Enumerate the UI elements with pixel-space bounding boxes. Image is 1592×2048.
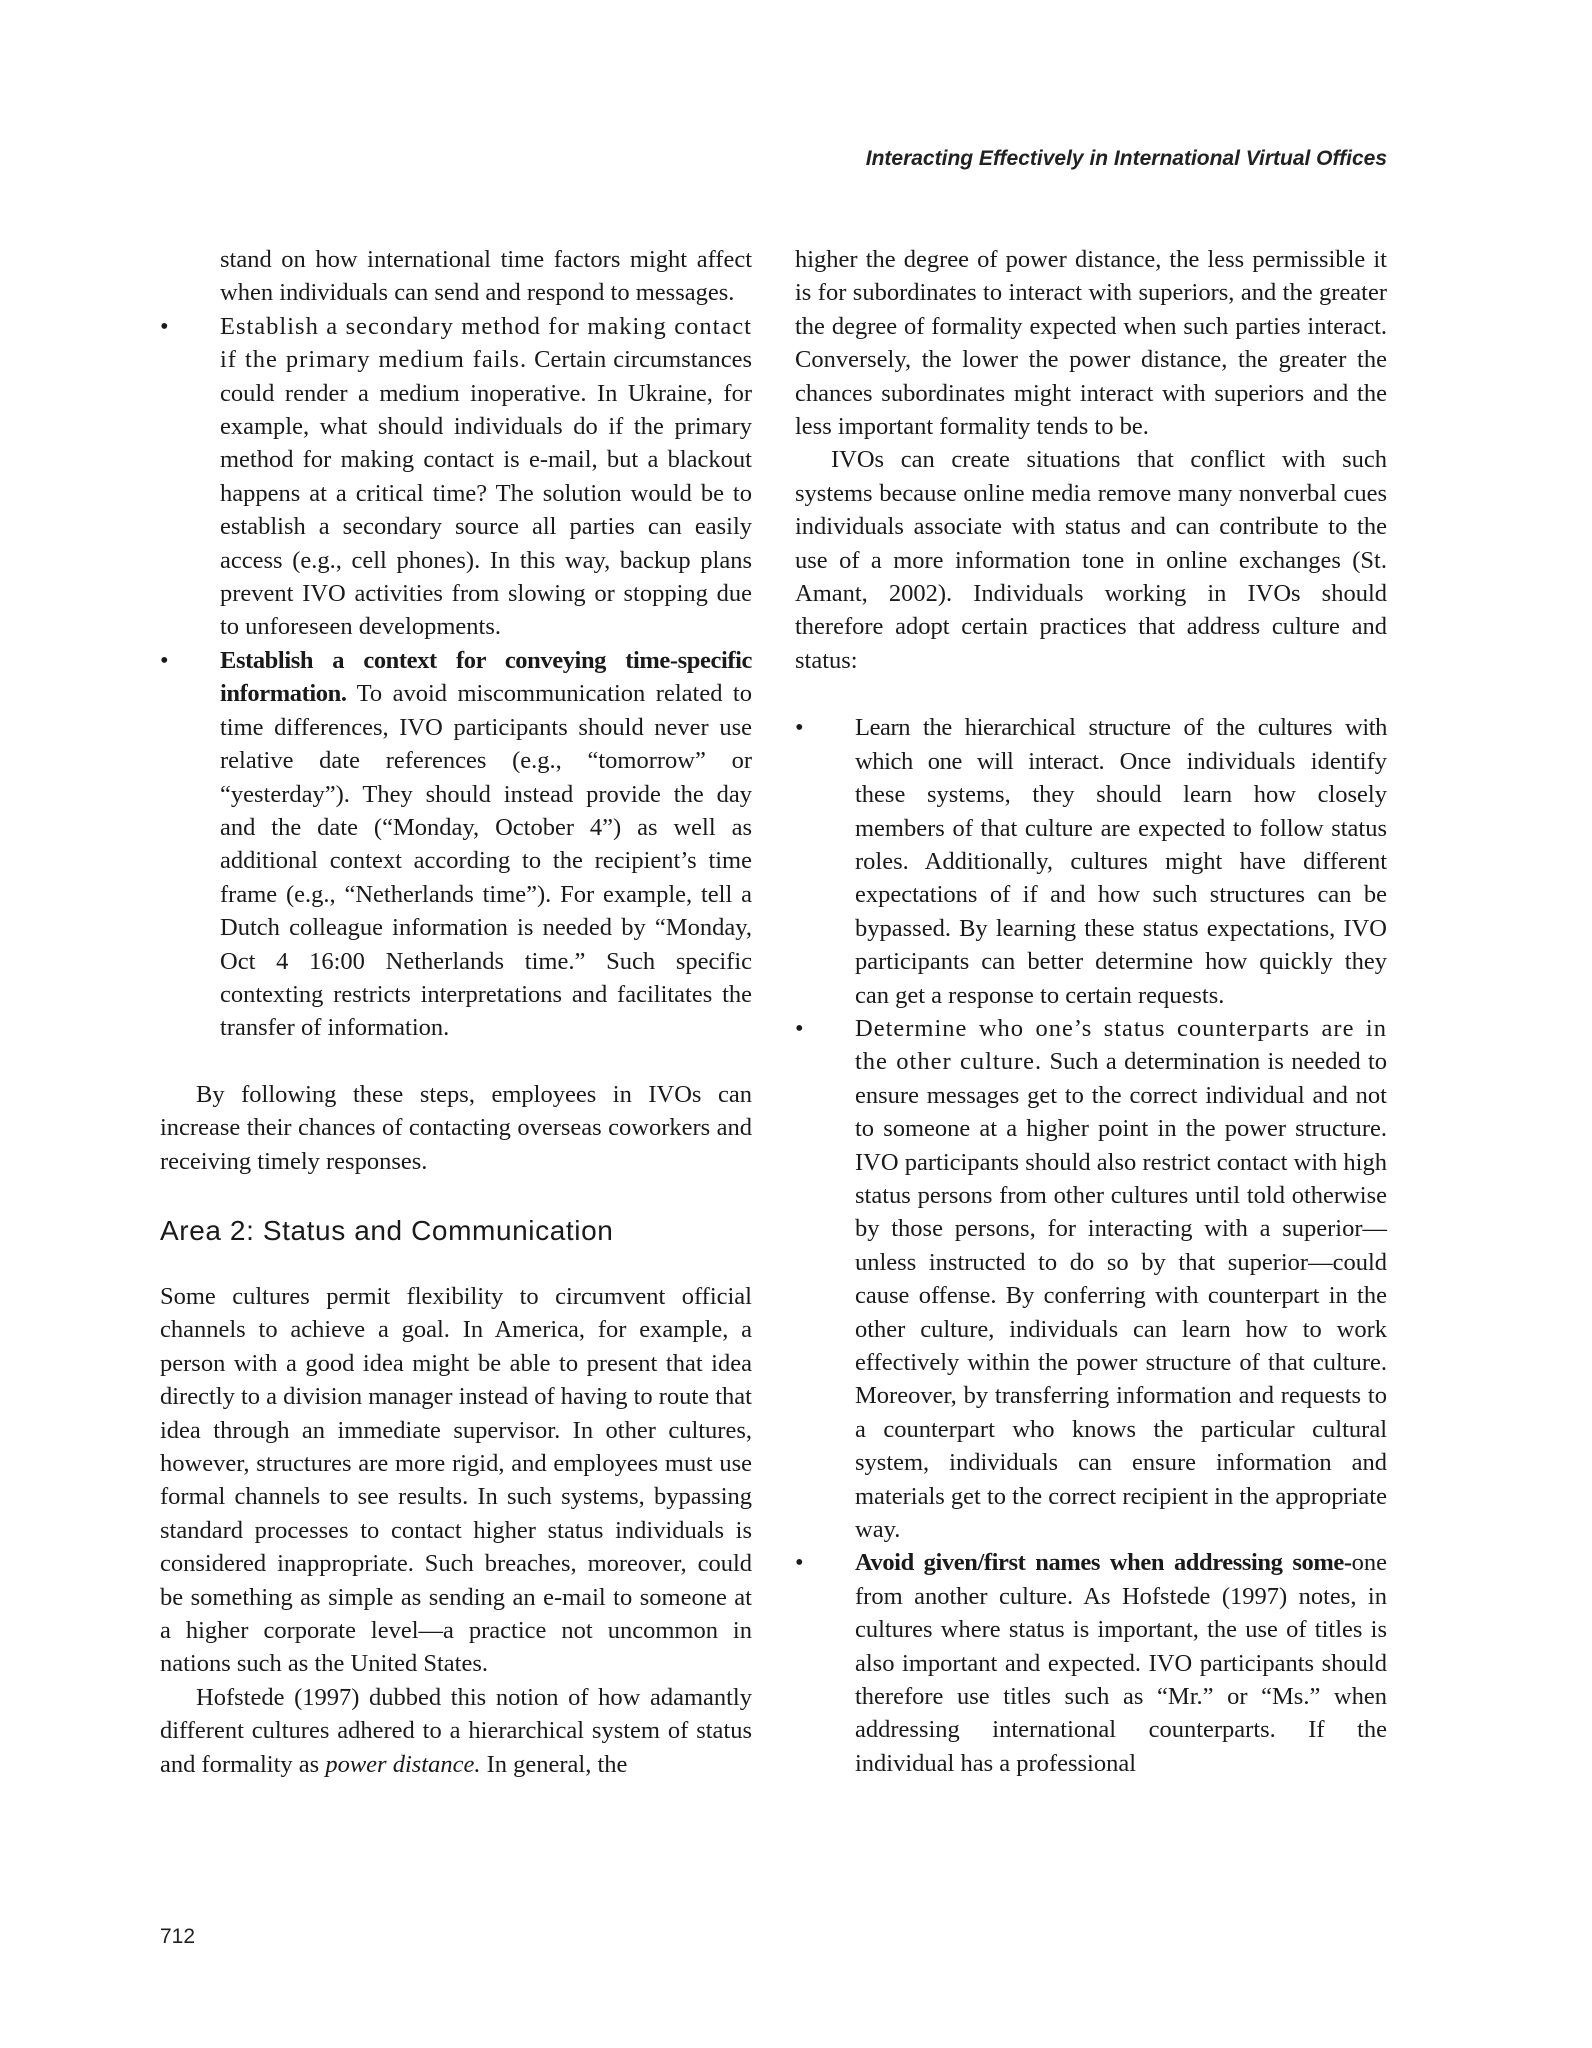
list-item [160, 644, 752, 1045]
page-number: 712 [160, 1925, 196, 1948]
bullet-marker: • [160, 312, 169, 340]
running-head: Interacting Effectively in International Virtual Offices [865, 147, 1387, 170]
bullet-text: To avoid miscommunication related to time differences, IVO participants should never use relative date references (e.g., “tomorrow” or “yesterday”). They should instead provide the day and the date (“Monday, October 4”) as well as additional context according to the recipient’s time frame (e.g., “Netherlands time”). For example, tell a Dutch colleague information is needed by “Monday, Oct 4 16:00 Netherlands time.” Such specific contexting restricts interpretations and facilitates the transfer of information. [220, 680, 752, 1042]
bullet-marker: • [795, 1014, 804, 1042]
right-bullet-list [795, 711, 1387, 1780]
list-item [795, 1012, 1387, 1547]
bullet-marker: • [795, 1549, 804, 1577]
right-column [795, 243, 1387, 1780]
left-bullet-list [160, 310, 752, 1045]
paragraph-text: Hofstede (1997) dubbed this notion of how adamantly different cultures adhered to a hierarchical system of status and formality as [160, 1683, 752, 1778]
bullet-text: one from another culture. As Hofstede (1997) notes, in cultures where status is important, the use of titles is also important and expected. IVO participants should therefore use titles such as “Mr.” or “Ms.” when addressing international counterparts. If the individual has a professional [855, 1549, 1387, 1777]
bullet-text: Such a determination is needed to ensure messages get to the correct individual and not to someone at a higher point in the power structure. IVO participants should also restrict contact with high status persons from other cultures until told otherwise by those persons, for interacting with a superior—unless instructed to do so by that superior—could cause offense. By conferring with counterpart in the other culture, individuals can learn how to work effectively within the power structure of that culture. Moreover, by transferring information and requests to a counterpart who knows the particular cultural system, individuals can ensure information and materials get to the correct recipient in the appropriate way. [855, 1048, 1387, 1544]
list-item [795, 711, 1387, 1012]
paragraph-text: In general, the [480, 1750, 628, 1778]
bullet-lead: Avoid given/first names when addressing some- [855, 1549, 1352, 1577]
bullet-text: Once individuals identify these systems, they should learn how closely members of that culture are expected to follow status roles. Additionally, cultures might have different expectations of if and how such structures can be bypassed. By learning these status expectations, IVO participants can better determine how quickly they can get a response to certain requests. [855, 747, 1387, 1009]
left-continuation-text: stand on how international time factors might affect when individuals can send and respond to messages. [220, 246, 752, 307]
bullet-text: Certain circumstances could render a medium inoperative. In Ukraine, for example, what should individuals do if the primary method for making contact is e-mail, but a blackout happens at a critical time? The solution would be to establish a secondary source all parties can easily access (e.g., cell phones). In this way, backup plans prevent IVO activities from slowing or stopping due to unforeseen developments. [220, 346, 752, 641]
list-item [160, 310, 752, 644]
list-item [795, 1546, 1387, 1780]
section-paragraph: Some cultures permit flexibility to circumvent official channels to achieve a goal. In America, for example, a person with a good idea might be able to present that idea directly to a division manager instead of having to route that idea through an immediate supervisor. In other cultures, however, structures are more rigid, and employees must use formal channels to see results. In such systems, bypassing standard processes to contact higher status individuals is considered inappropriate. Such breaches, moreover, could be something as simple as sending an e-mail to someone at a higher corporate level—a practice not uncommon in nations such as the United States. [160, 1282, 752, 1678]
bullet-lead: Learn the hierarchical structure of the cultures with which one will interact. [855, 714, 1387, 775]
bullet-lead: Determine who one’s status counterparts are in the other culture. [855, 1014, 1387, 1076]
closing-paragraph: By following these steps, employees in IVOs can increase their chances of contacting overseas coworkers and receiving timely responses. [160, 1080, 752, 1175]
right-continuation-text: higher the degree of power distance, the less permissible it is for subordinates to interact with superiors, and the greater the degree of formality expected when such parties interact. Conversely, the lower the power distance, the greater the chances subordinates might interact with superiors and the less important formality tends to be. [795, 246, 1387, 441]
bullet-marker: • [160, 646, 169, 674]
section-heading: Area 2: Status and Communication [160, 1214, 614, 1246]
left-column [160, 243, 752, 1781]
bullet-lead: Establish a secondary method for making contact if the primary medium fails. [220, 312, 752, 374]
bullet-lead: Establish a context for conveying time-specific information. [220, 646, 752, 708]
bullet-marker: • [795, 714, 804, 742]
section-paragraph-2 [160, 1681, 752, 1781]
term-power-distance: power distance. [325, 1750, 481, 1778]
right-paragraph: IVOs can create situations that conflict with such systems because online media remove many nonverbal cues individuals associate with status and can contribute to the use of a more information tone in online exchanges (St. Amant, 2002). Individuals working in IVOs should therefore adopt certain practices that address culture and status: [795, 446, 1387, 674]
